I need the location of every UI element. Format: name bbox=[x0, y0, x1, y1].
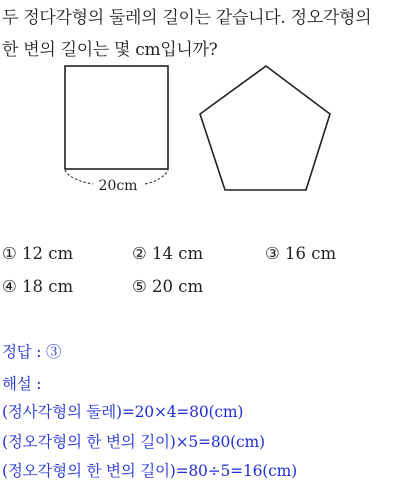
option-1-text: 12 cm bbox=[22, 244, 74, 263]
answer-line: 정답 : ③ bbox=[2, 343, 62, 361]
square-side-label: 20cm bbox=[98, 178, 138, 194]
option-2[interactable] bbox=[132, 244, 203, 263]
question-line-1: 두 정다각형의 둘레의 길이는 같습니다. 정오각형의 bbox=[2, 8, 372, 28]
explanation-step-1: (정사각형의 둘레)=20×4=80(cm) bbox=[2, 403, 244, 421]
option-1[interactable] bbox=[2, 244, 73, 263]
option-5-text: 20 cm bbox=[152, 277, 204, 296]
explanation-step-2: (정오각형의 한 변의 길이)×5=80(cm) bbox=[2, 433, 265, 451]
option-2-mark: ② bbox=[132, 244, 147, 263]
option-5-mark: ⑤ bbox=[132, 277, 147, 296]
option-2-text: 14 cm bbox=[152, 244, 204, 263]
option-3[interactable] bbox=[265, 244, 336, 263]
option-3-mark: ③ bbox=[265, 244, 280, 263]
pentagon bbox=[200, 66, 330, 190]
square bbox=[65, 66, 168, 169]
explanation-step-3: (정오각형의 한 변의 길이)=80÷5=16(cm) bbox=[2, 462, 297, 480]
question-line-2: 한 변의 길이는 몇 cm입니까? bbox=[2, 40, 218, 60]
option-5[interactable] bbox=[132, 277, 203, 296]
option-4-mark: ④ bbox=[2, 277, 17, 296]
option-4[interactable] bbox=[2, 277, 73, 296]
explanation-label: 해설 : bbox=[2, 375, 42, 393]
option-1-mark: ① bbox=[2, 244, 17, 263]
option-3-text: 16 cm bbox=[285, 244, 337, 263]
option-4-text: 18 cm bbox=[22, 277, 74, 296]
